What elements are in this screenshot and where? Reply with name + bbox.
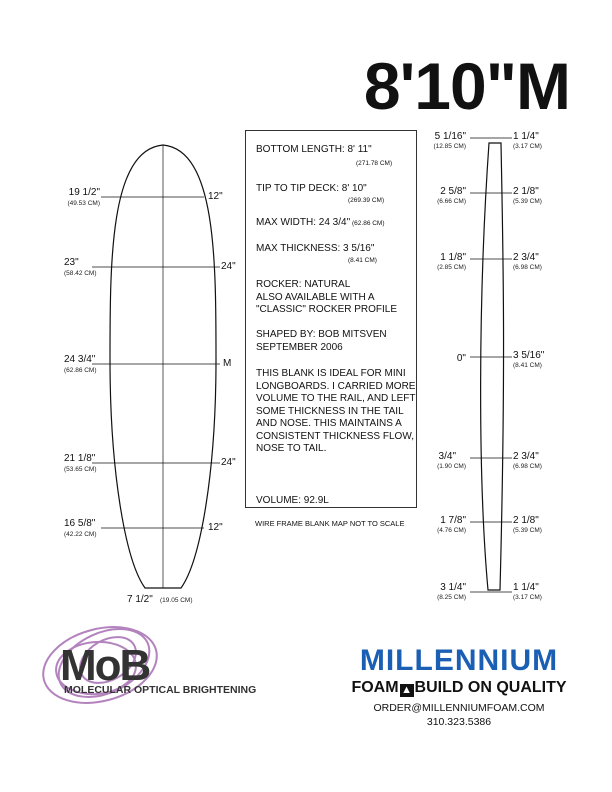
profile-left-cm: (8.25 CM)	[437, 594, 466, 601]
profile-left-cm: (2.85 CM)	[437, 264, 466, 271]
profile-left-label: 3/4"	[438, 451, 456, 462]
outline-right-mark: 12"	[208, 191, 223, 202]
millennium-tagline-foam: FOAM	[351, 679, 399, 696]
spec-description: THIS BLANK IS IDEAL FOR MINI LONGBOARDS. I CARRIED MORE VOLUME TO THE RAIL, AND LEFT SOME THICKNESS IN THE TAIL AND NOSE. THIS MAINTAINS A CONSISTENT THICKNESS FLOW, NOSE TO TAIL.	[256, 368, 416, 454]
outline-left-label: 16 5/8"	[64, 518, 96, 529]
profile-right-cm: (5.39 CM)	[513, 527, 542, 534]
profile-right-cm: (6.98 CM)	[513, 463, 542, 470]
order-email[interactable]: ORDER@MILLENNIUMFOAM.COM	[373, 702, 545, 714]
spec-max-width: MAX WIDTH: 24 3/4"	[256, 217, 351, 228]
spec-volume: VOLUME: 92.9L	[256, 495, 329, 506]
spec-bottom-length-cm: (271.78 CM)	[356, 160, 393, 167]
profile-left-label: 1 7/8"	[440, 515, 466, 526]
m-badge-icon: ▲	[401, 684, 412, 696]
profile-left-label: 5 1/16"	[434, 131, 466, 142]
outline-left-cm: (58.42 CM)	[64, 270, 97, 277]
mob-tagline: MOLECULAR OPTICAL BRIGHTENING	[64, 684, 257, 696]
spec-max-thickness-cm: (8.41 CM)	[348, 257, 377, 264]
profile-right-label: 2 3/4"	[513, 252, 539, 263]
outline-left-cm: (42.22 CM)	[64, 531, 97, 538]
profile-right-label: 2 1/8"	[513, 186, 539, 197]
profile-left-cm: (1.90 CM)	[437, 463, 466, 470]
outline-left-cm: (62.86 CM)	[64, 367, 97, 374]
profile-left-cm: (6.66 CM)	[437, 198, 466, 205]
profile-right-cm: (6.98 CM)	[513, 264, 542, 271]
board-profile	[481, 143, 504, 590]
outline-left-cm: (53.65 CM)	[64, 466, 97, 473]
outline-right-mark: 12"	[208, 522, 223, 533]
profile-right-label: 2 1/8"	[513, 515, 539, 526]
profile-right-label: 1 1/4"	[513, 582, 539, 593]
spec-shaped-by: SHAPED BY: BOB MITSVEN SEPTEMBER 2006	[256, 329, 387, 353]
profile-right-cm: (5.39 CM)	[513, 198, 542, 205]
profile-right-label: 2 3/4"	[513, 451, 539, 462]
millennium-tagline	[346, 678, 572, 698]
millennium-logo: MILLENNIUM	[359, 644, 559, 677]
spec-rocker: ROCKER: NATURAL ALSO AVAILABLE WITH A "CLASSIC" ROCKER PROFILE	[256, 279, 398, 315]
phone-number[interactable]: 310.323.5386	[426, 716, 492, 728]
spec-max-thickness: MAX THICKNESS: 3 5/16"	[256, 243, 375, 254]
profile-left-cm: (12.85 CM)	[433, 143, 466, 150]
tail-width-label: 7 1/2"	[127, 594, 153, 605]
outline-left-label: 23"	[64, 257, 79, 268]
spec-tip-to-tip-cm: (269.39 CM)	[348, 197, 385, 204]
specs-panel	[245, 130, 417, 508]
spec-bottom-length: BOTTOM LENGTH: 8' 11"	[256, 144, 372, 155]
board-title: 8'10"M	[363, 49, 570, 123]
mob-logo: MoB	[60, 641, 150, 690]
profile-right-cm: (3.17 CM)	[513, 594, 542, 601]
profile-right-cm: (8.41 CM)	[513, 362, 542, 369]
outline-right-mark: 24"	[221, 261, 236, 272]
profile-left-cm: (4.76 CM)	[437, 527, 466, 534]
spec-tip-to-tip: TIP TO TIP DECK: 8' 10"	[256, 183, 367, 194]
profile-left-label: 0"	[456, 353, 466, 364]
profile-right-label: 1 1/4"	[513, 131, 539, 142]
profile-left-label: 3 1/4"	[440, 582, 466, 593]
outline-right-mark: M	[223, 358, 232, 369]
profile-right-cm: (3.17 CM)	[513, 143, 542, 150]
outline-right-mark: 24"	[221, 457, 236, 468]
not-to-scale-note: WIRE FRAME BLANK MAP NOT TO SCALE	[255, 519, 405, 528]
profile-left-label: 2 5/8"	[440, 186, 466, 197]
millennium-tagline-build: BUILD ON QUALITY	[414, 679, 567, 696]
outline-left-cm: (49.53 CM)	[67, 200, 100, 207]
profile-right-label: 3 5/16"	[513, 350, 545, 361]
outline-left-label: 19 1/2"	[68, 187, 100, 198]
outline-left-label: 24 3/4"	[64, 354, 96, 365]
spec-max-width-cm: (62.86 CM)	[352, 220, 385, 227]
profile-left-label: 1 1/8"	[440, 252, 466, 263]
outline-left-label: 21 1/8"	[64, 453, 96, 464]
tail-width-cm: (19.05 CM)	[160, 597, 193, 604]
